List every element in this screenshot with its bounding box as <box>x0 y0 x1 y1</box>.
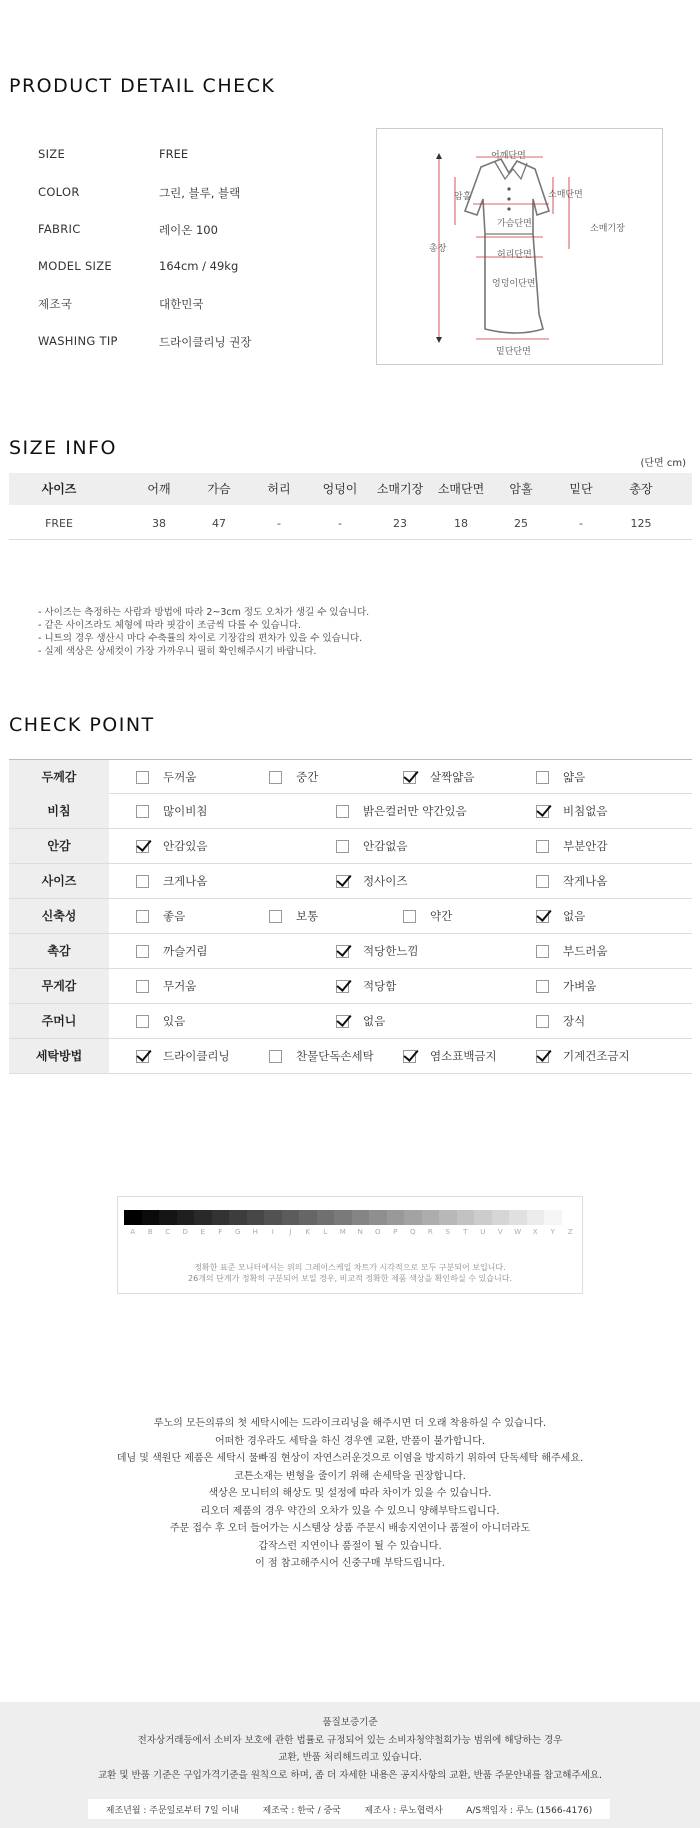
size-table-row <box>9 508 692 540</box>
grayscale-letter: K <box>305 1228 311 1236</box>
care-notice-line: 리오더 제품의 경우 약간의 오차가 있을 수 있으니 양해부탁드립니다. <box>200 1505 500 1517</box>
grayscale-swatch <box>334 1210 352 1225</box>
cp-row-thickness <box>9 759 692 794</box>
measurement-diagram <box>376 128 663 365</box>
cp-option[interactable]: 안감없음 <box>336 829 407 863</box>
care-notice-line: 색상은 모니터의 해상도 및 설정에 따라 차이가 있을 수 있습니다. <box>208 1488 492 1499</box>
care-notice-line: 어떠한 경우라도 세탁을 하신 경우엔 교환, 반품이 불가합니다. <box>214 1435 486 1447</box>
pd-value-model-size: 164cm / 49kg <box>159 259 239 273</box>
manufacture-info-bar <box>88 1799 610 1819</box>
grayscale-letter: S <box>445 1228 450 1236</box>
checkbox[interactable] <box>136 945 149 958</box>
size-col-sleeve-width: 소매단면 <box>437 482 485 496</box>
grayscale-swatch <box>212 1210 230 1225</box>
care-notice <box>0 1415 700 1573</box>
cp-option[interactable]: 보통 <box>269 899 318 933</box>
grayscale-letter: O <box>374 1228 381 1236</box>
grayscale-letter: U <box>480 1228 486 1236</box>
diagram-label-waist: 허리단면 <box>497 250 532 260</box>
grayscale-letter: Z <box>567 1228 573 1236</box>
cp-row-sheerness <box>9 794 692 829</box>
grayscale-note: 정확한 표준 모니터에서는 위의 그레이스케일 차트가 시각적으로 모두 구분되어 보입니다. <box>194 1263 506 1272</box>
grayscale-letter: N <box>357 1228 363 1236</box>
cp-option[interactable]: 적당한느낌 <box>336 934 419 968</box>
quality-title: 품질보증기준 <box>322 1717 378 1728</box>
diagram-label-hip: 엉덩이단면 <box>492 279 536 289</box>
cp-option[interactable]: 두꺼움 <box>136 760 196 794</box>
size-unit-label: (단면 cm) <box>640 458 686 469</box>
as-contact: A/S책임자 : 루노 (1566-4176) <box>466 1805 593 1816</box>
grayscale-swatch <box>509 1210 527 1225</box>
checkbox-checked[interactable] <box>536 910 549 923</box>
grayscale-letter: X <box>532 1228 538 1236</box>
checkbox-checked[interactable] <box>536 1050 549 1063</box>
cp-option[interactable]: 많이비침 <box>136 794 207 828</box>
checkbox[interactable] <box>269 771 282 784</box>
size-col-size: 사이즈 <box>41 482 77 496</box>
checkbox-checked[interactable] <box>136 1050 149 1063</box>
checkbox-checked[interactable] <box>403 771 416 784</box>
cp-option[interactable]: 염소표백금지 <box>403 1039 497 1073</box>
grayscale-letter: Q <box>409 1228 416 1236</box>
check-point-title: CHECK POINT <box>9 714 155 736</box>
care-notice-line: 데님 및 색원단 제품은 세탁시 물빠짐 현상이 자연스러운것으로 이염을 방지하기 위하여 단독세탁 해주세요. <box>116 1453 584 1464</box>
cp-option[interactable]: 무거움 <box>136 969 196 1003</box>
grayscale-letter: F <box>218 1228 223 1236</box>
grayscale-letter: R <box>427 1228 433 1236</box>
cp-option[interactable]: 작게나옴 <box>536 864 607 898</box>
diagram-label-shoulder: 어깨단면 <box>491 151 526 161</box>
grayscale-swatch <box>177 1210 195 1225</box>
grayscale-letter: C <box>165 1228 171 1236</box>
cp-row-stretch <box>9 899 692 934</box>
cp-option[interactable]: 부분안감 <box>536 829 607 863</box>
checkbox[interactable] <box>536 1015 549 1028</box>
cp-option[interactable]: 적당함 <box>336 969 396 1003</box>
checkbox-checked[interactable] <box>336 945 349 958</box>
cp-row-washing <box>9 1039 692 1074</box>
pd-value-color: 그린, 블루, 블랙 <box>159 186 241 200</box>
size-col-armhole: 암홀 <box>509 482 533 496</box>
grayscale-swatch <box>439 1210 457 1225</box>
grayscale-letter: T <box>463 1228 468 1236</box>
checkbox[interactable] <box>136 980 149 993</box>
cp-row-lining <box>9 829 692 864</box>
cp-option[interactable]: 안감있음 <box>136 829 207 863</box>
pd-value-size: FREE <box>159 147 189 161</box>
checkbox[interactable] <box>403 910 416 923</box>
manufacture-country: 제조국 : 한국 / 중국 <box>262 1805 341 1816</box>
grayscale-letter: G <box>235 1228 241 1236</box>
size-note: - 사이즈는 측정하는 사람과 방법에 따라 2~3cm 정도 오차가 생길 수 있습니다. <box>38 607 370 618</box>
grayscale-swatch <box>159 1210 177 1225</box>
grayscale-swatch <box>474 1210 492 1225</box>
quality-footer <box>0 1702 700 1828</box>
quality-line: 전자상거래등에서 소비자 보호에 관한 법률로 규정되어 있는 소비자청약철회가능 범위에 해당하는 경우 <box>137 1734 563 1746</box>
checkbox-checked[interactable] <box>336 875 349 888</box>
pd-label-size: SIZE <box>38 147 66 161</box>
grayscale-swatch <box>282 1210 300 1225</box>
checkbox-checked[interactable] <box>536 805 549 818</box>
grayscale-letter: P <box>393 1228 398 1236</box>
diagram-label-total-length: 총장 <box>429 244 447 254</box>
grayscale-letter: J <box>289 1228 292 1236</box>
size-notes <box>38 606 369 658</box>
checkbox[interactable] <box>136 805 149 818</box>
diagram-label-armhole: 암홀 <box>454 192 472 202</box>
cp-option[interactable]: 찬물단독손세탁 <box>269 1039 374 1073</box>
size-cell: - <box>338 517 342 530</box>
checkbox-checked[interactable] <box>136 840 149 853</box>
size-cell: - <box>277 517 281 530</box>
grayscale-swatch <box>544 1210 562 1225</box>
quality-line: 교환 및 반품 기준은 구입가격기준을 원칙으로 하며, 좀 더 자세한 내용은 공지사항의 교환, 반품 주문안내를 참고해주세요. <box>97 1769 603 1781</box>
diagram-label-sleeve-length: 소매기장 <box>590 224 625 234</box>
checkbox[interactable] <box>536 840 549 853</box>
grayscale-swatch <box>562 1210 580 1225</box>
grayscale-letter: E <box>200 1228 205 1236</box>
grayscale-letter: H <box>252 1228 258 1236</box>
size-cell: 18 <box>454 517 468 530</box>
diagram-label-sleeve-width: 소매단면 <box>548 190 583 200</box>
size-note: - 니트의 경우 생산시 마다 수축률의 차이로 기장감의 편차가 있을 수 있습니다. <box>38 633 363 644</box>
checkbox[interactable] <box>136 771 149 784</box>
grayscale-swatch <box>422 1210 440 1225</box>
grayscale-letters <box>124 1228 579 1236</box>
grayscale-swatch <box>264 1210 282 1225</box>
cp-option[interactable]: 비침없음 <box>536 794 607 828</box>
grayscale-letter: W <box>514 1228 522 1236</box>
pd-value-fabric: 레이온 100 <box>159 223 218 237</box>
diagram-label-chest: 가슴단면 <box>497 219 532 229</box>
cp-option[interactable]: 없음 <box>336 1004 385 1038</box>
checkbox[interactable] <box>136 910 149 923</box>
cp-label: 비침 <box>9 794 109 828</box>
cp-option[interactable]: 기계건조금지 <box>536 1039 630 1073</box>
cp-label: 사이즈 <box>9 864 109 898</box>
size-col-chest: 가슴 <box>207 482 231 496</box>
size-note: - 같은 사이즈라도 체형에 따라 핏감이 조금씩 다를 수 있습니다. <box>38 620 302 631</box>
grayscale-swatch <box>527 1210 545 1225</box>
size-cell: 125 <box>630 517 652 530</box>
cp-label: 안감 <box>9 829 109 863</box>
grayscale-letter: Y <box>550 1228 555 1236</box>
size-col-total-length: 총장 <box>629 482 653 496</box>
quality-text <box>0 1714 700 1784</box>
size-col-waist: 허리 <box>267 482 291 496</box>
checkbox[interactable] <box>536 875 549 888</box>
care-notice-line: 이 점 참고해주시어 신중구매 부탁드립니다. <box>255 1558 445 1569</box>
size-col-shoulder: 어깨 <box>147 482 171 496</box>
grayscale-swatch <box>457 1210 475 1225</box>
checkbox[interactable] <box>536 980 549 993</box>
cp-option[interactable]: 약간 <box>403 899 452 933</box>
pd-value-origin: 대한민국 <box>159 297 204 311</box>
size-cell: FREE <box>45 517 73 530</box>
cp-option[interactable]: 밝은컬러만 약간있음 <box>336 794 467 828</box>
cp-option[interactable]: 부드러움 <box>536 934 607 968</box>
cp-row-size <box>9 864 692 899</box>
grayscale-letter: V <box>497 1228 503 1236</box>
grayscale-swatch <box>124 1210 142 1225</box>
cp-option[interactable]: 드라이클리닝 <box>136 1039 230 1073</box>
grayscale-swatch <box>317 1210 335 1225</box>
checkbox[interactable] <box>536 771 549 784</box>
cp-row-texture <box>9 934 692 969</box>
cp-label: 신축성 <box>9 899 109 933</box>
grayscale-letter: M <box>339 1228 346 1236</box>
size-info-title: SIZE INFO <box>9 437 117 459</box>
cp-label: 촉감 <box>9 934 109 968</box>
cp-option[interactable]: 없음 <box>536 899 585 933</box>
manufacturer: 제조사 : 루노협력사 <box>364 1805 443 1816</box>
checkbox-checked[interactable] <box>336 1015 349 1028</box>
care-notice-line: 주문 접수 후 오더 들어가는 시스템상 상품 주문시 배송지연이나 품절이 아니더라도 <box>169 1523 531 1534</box>
product-detail-title: PRODUCT DETAIL CHECK <box>9 75 276 97</box>
cp-option[interactable]: 살짝얇음 <box>403 760 474 794</box>
size-cell: 23 <box>393 517 407 530</box>
size-col-hem: 밑단 <box>569 482 593 496</box>
checkbox[interactable] <box>336 805 349 818</box>
care-notice-line: 루노의 모든의류의 첫 세탁시에는 드라이크리닝을 해주시면 더 오래 착용하실 수 있습니다. <box>153 1418 547 1429</box>
cp-option[interactable]: 크게나옴 <box>136 864 207 898</box>
size-note: - 실제 색상은 상세컷이 가장 가까우니 필히 확인해주시기 바랍니다. <box>38 646 317 657</box>
manufacture-date: 제조년월 : 주문일로부터 7일 이내 <box>105 1805 239 1816</box>
cp-option[interactable]: 있음 <box>136 1004 185 1038</box>
checkbox[interactable] <box>269 1050 282 1063</box>
pd-label-fabric: FABRIC <box>38 222 81 236</box>
care-notice-line: 코튼소재는 변형을 줄이기 위해 손세탁을 권장합니다. <box>234 1470 466 1482</box>
cp-row-weight <box>9 969 692 1004</box>
cp-label: 무게감 <box>9 969 109 1003</box>
size-cell: 38 <box>152 517 166 530</box>
size-col-hip: 엉덩이 <box>322 482 358 496</box>
cp-option[interactable]: 얇음 <box>536 760 585 794</box>
pd-label-model-size: MODEL SIZE <box>38 259 112 273</box>
grayscale-swatch <box>299 1210 317 1225</box>
grayscale-swatch <box>369 1210 387 1225</box>
cp-option[interactable]: 좋음 <box>136 899 185 933</box>
grayscale-swatch <box>404 1210 422 1225</box>
diagram-label-hem: 밑단단면 <box>496 347 531 357</box>
grayscale-letter: I <box>271 1228 274 1236</box>
size-cell: 47 <box>212 517 226 530</box>
grayscale-swatch <box>142 1210 160 1225</box>
checkbox[interactable] <box>136 1015 149 1028</box>
grayscale-swatch <box>247 1210 265 1225</box>
grayscale-swatch <box>492 1210 510 1225</box>
cp-label: 세탁방법 <box>9 1039 109 1073</box>
grayscale-letter: D <box>182 1228 188 1236</box>
cp-label: 두께감 <box>9 760 109 794</box>
pd-label-origin: 제조국 <box>38 297 73 311</box>
size-col-sleeve-length: 소매기장 <box>376 482 424 496</box>
checkbox[interactable] <box>269 910 282 923</box>
grayscale-letter: A <box>130 1228 136 1236</box>
grayscale-swatch <box>352 1210 370 1225</box>
cp-row-pocket <box>9 1004 692 1039</box>
checkbox[interactable] <box>536 945 549 958</box>
grayscale-swatch <box>387 1210 405 1225</box>
cp-option[interactable]: 정사이즈 <box>336 864 407 898</box>
cp-option[interactable]: 까슬거림 <box>136 934 207 968</box>
grayscale-letter: B <box>147 1228 153 1236</box>
checkbox[interactable] <box>336 840 349 853</box>
check-point-table <box>9 759 692 1074</box>
size-cell: 25 <box>514 517 528 530</box>
pd-label-color: COLOR <box>38 185 80 199</box>
checkbox[interactable] <box>136 875 149 888</box>
care-notice-line: 갑작스런 지연이나 품절이 될 수 있습니다. <box>258 1540 442 1552</box>
pd-label-washing-tip: WASHING TIP <box>38 334 118 348</box>
grayscale-swatch <box>194 1210 212 1225</box>
pd-value-washing-tip: 드라이클리닝 권장 <box>159 335 252 349</box>
grayscale-note: 26개의 단계가 정확히 구분되어 보일 경우, 비교적 정확한 제품 색상을 확인하실 수 있습니다. <box>188 1274 512 1283</box>
checkbox-checked[interactable] <box>403 1050 416 1063</box>
grayscale-bar <box>124 1210 579 1225</box>
size-table-header <box>9 473 692 505</box>
cp-label: 주머니 <box>9 1004 109 1038</box>
checkbox-checked[interactable] <box>336 980 349 993</box>
cp-option[interactable]: 중간 <box>269 760 318 794</box>
cp-option[interactable]: 장식 <box>536 1004 585 1038</box>
grayscale-swatch <box>229 1210 247 1225</box>
size-cell: - <box>579 517 583 530</box>
quality-line: 교환, 반품 처리해드리고 있습니다. <box>278 1752 422 1763</box>
grayscale-letter: L <box>323 1228 328 1236</box>
cp-option[interactable]: 가벼움 <box>536 969 596 1003</box>
grayscale-chart <box>117 1196 583 1294</box>
